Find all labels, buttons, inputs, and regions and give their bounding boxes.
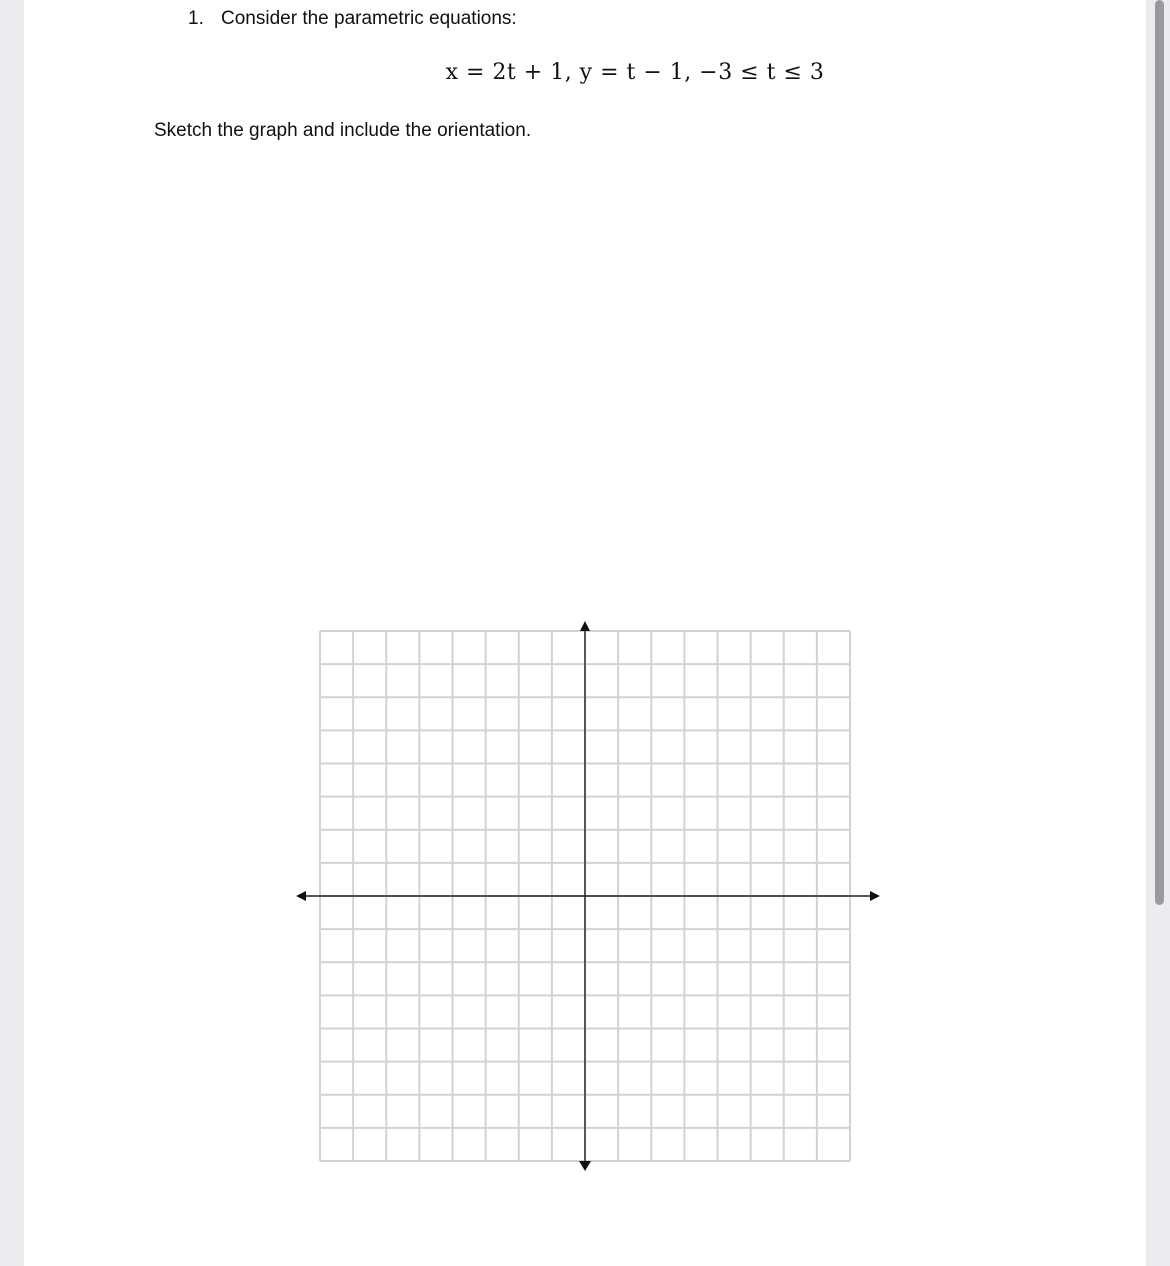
arrow-right-icon <box>870 891 880 901</box>
arrow-up-icon <box>580 621 590 631</box>
axes <box>296 621 880 1171</box>
document-page <box>24 0 1146 1266</box>
arrow-down-icon <box>579 1161 591 1171</box>
arrow-left-icon <box>296 891 306 901</box>
question-instruction: Sketch the graph and include the orientation. <box>154 120 532 141</box>
scrollbar-track[interactable] <box>1148 0 1170 1266</box>
coordinate-grid <box>24 0 1146 1266</box>
question-prompt: Consider the parametric equations: <box>221 8 517 29</box>
question-number: 1. <box>188 8 204 29</box>
scrollbar-thumb[interactable] <box>1155 0 1164 905</box>
parametric-equation: x = 2t + 1, y = t − 1, −3 ≤ t ≤ 3 <box>445 60 825 85</box>
